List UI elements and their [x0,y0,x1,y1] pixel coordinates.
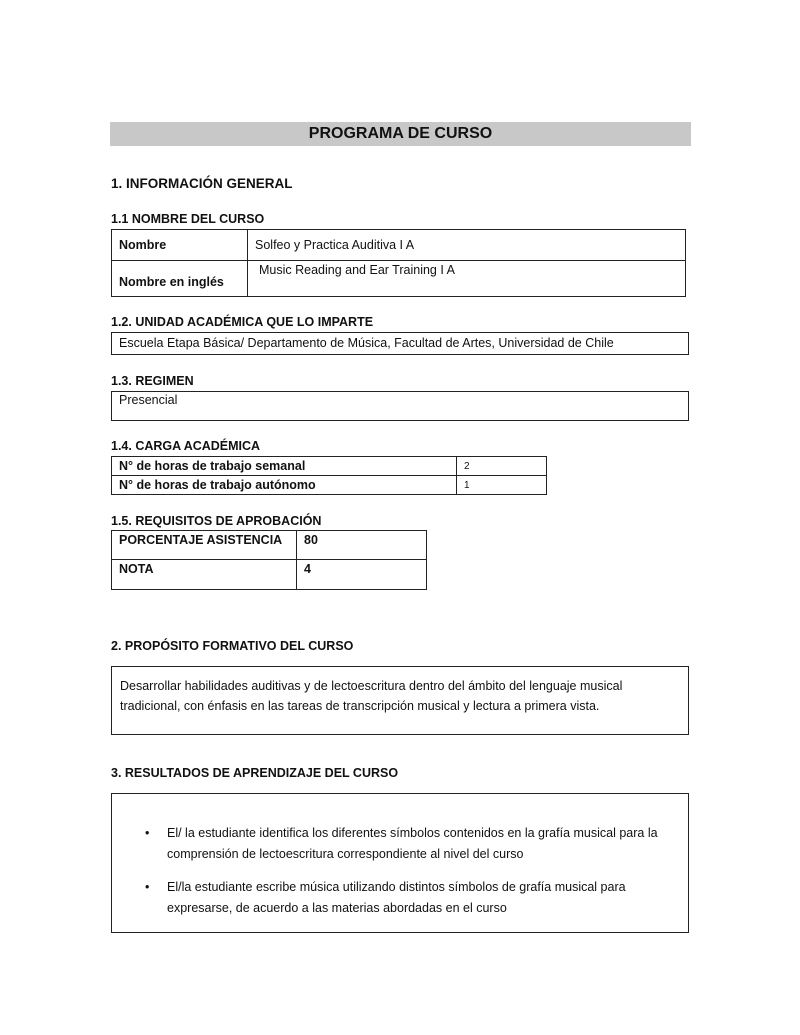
bullet-icon: • [145,826,150,840]
list-item [112,877,668,919]
autonomous-hours-value: 1 [457,476,547,495]
unit-value: Escuela Etapa Básica/ Departamento de Música, Facultad de Artes, Universidad de Chile [119,336,614,350]
grade-label: NOTA [112,560,297,590]
attendance-value: 80 [297,531,427,560]
requirements-table [111,530,427,590]
section-3-heading: 3. RESULTADOS DE APRENDIZAJE DEL CURSO [111,766,399,780]
autonomous-hours-label: N° de horas de trabajo autónomo [112,476,457,495]
outcome-text: El/la estudiante escribe música utilizando distintos símbolos de grafía musical para expresarse, de acuerdo a las materias abordadas en el curso [167,880,626,915]
section-1-heading: 1. INFORMACIÓN GENERAL [111,176,293,191]
bullet-icon: • [145,880,150,894]
table-row [112,261,686,297]
name-label: Nombre [112,230,248,261]
regime-box [111,391,689,421]
english-name-label: Nombre en inglés [112,261,248,297]
table-row [112,531,427,560]
outcomes-box [111,793,689,933]
weekly-hours-label: N° de horas de trabajo semanal [112,457,457,476]
course-name-heading: 1.1 NOMBRE DEL CURSO [111,212,265,226]
load-heading: 1.4. CARGA ACADÉMICA [111,439,261,453]
weekly-hours-value: 2 [457,457,547,476]
unit-box [111,332,689,355]
table-row [112,230,686,261]
regime-heading: 1.3. REGIMEN [111,374,194,388]
section-2-heading: 2. PROPÓSITO FORMATIVO DEL CURSO [111,639,354,653]
unit-heading: 1.2. UNIDAD ACADÉMICA QUE LO IMPARTE [111,315,374,329]
purpose-box [111,666,689,735]
table-row [112,560,427,590]
requirements-heading: 1.5. REQUISITOS DE APROBACIÓN [111,514,322,528]
outcomes-list [112,823,668,919]
regime-value: Presencial [119,393,178,407]
attendance-label: PORCENTAJE ASISTENCIA [112,531,297,560]
list-item [112,823,668,865]
load-table [111,456,547,495]
grade-value: 4 [297,560,427,590]
course-name-table [111,229,686,297]
table-row [112,476,547,495]
table-row [112,457,547,476]
name-value: Solfeo y Practica Auditiva I A [248,230,686,261]
page-title: PROGRAMA DE CURSO [110,122,691,146]
english-name-value: Music Reading and Ear Training I A [248,261,686,297]
outcome-text: El/ la estudiante identifica los diferentes símbolos contenidos en la grafía musical para la comprensión de lectoescritura correspondiente al nivel del curso [167,826,658,861]
purpose-text: Desarrollar habilidades auditivas y de lectoescritura dentro del ámbito del lenguaje musical tradicional, con énfasis en las tareas de transcripción musical y lectura a primera vista. [120,679,623,713]
